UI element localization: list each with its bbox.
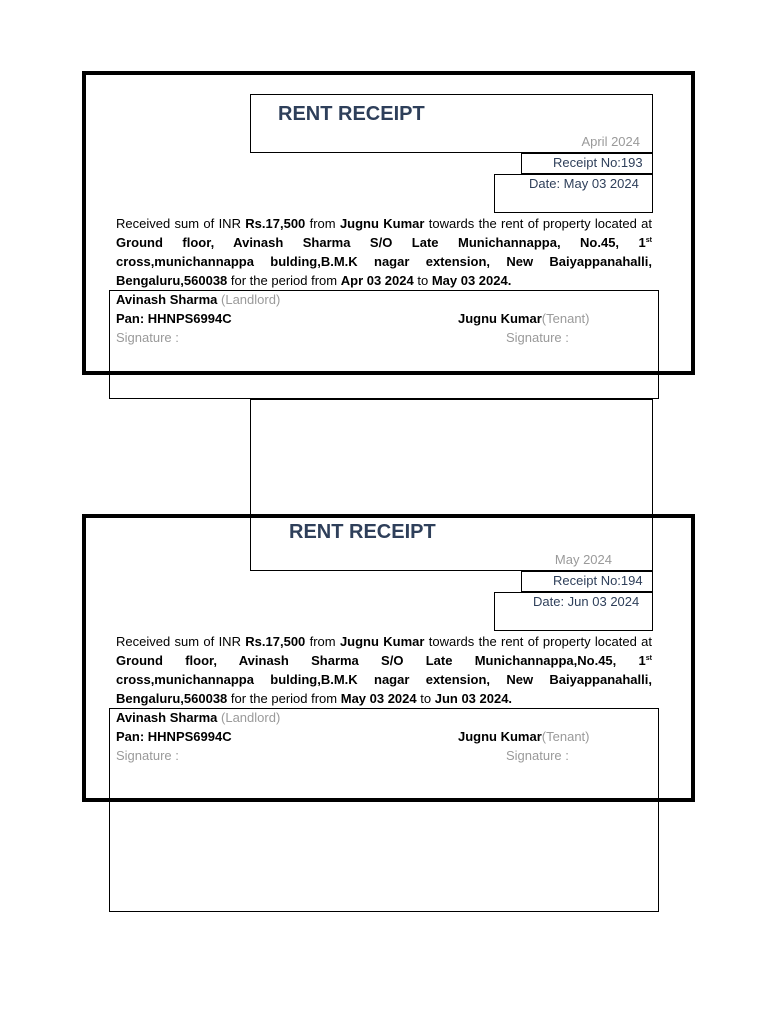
- property-address: Ground floor, Avinash Sharma S/O Late Munichannappa,No.45, 1st cross,munichannappa bulding,B.M.K nagar extension, New Baiyappanahalli, Bengaluru,560038: [116, 653, 652, 706]
- tenant-name: Jugnu Kumar: [339, 634, 425, 649]
- receipt-2-title: RENT RECEIPT: [289, 521, 436, 543]
- receipt-1-title: RENT RECEIPT: [278, 103, 425, 125]
- receipt-1-tenant: Jugnu Kumar(Tenant): [458, 311, 590, 326]
- receipt-1-number: Receipt No:193: [553, 155, 643, 170]
- property-address: Ground floor, Avinash Sharma S/O Late Munichannappa, No.45, 1st cross,munichannappa bulding,B.M.K nagar extension, New Baiyappanahalli, Bengaluru,560038: [116, 235, 652, 288]
- receipt-2-tenant: Jugnu Kumar(Tenant): [458, 729, 590, 744]
- receipt-2-date: Date: Jun 03 2024: [533, 594, 640, 609]
- receipt-2-month: May 2024: [554, 552, 612, 567]
- period-to: May 03 2024.: [431, 273, 512, 288]
- receipt-2-frame-bottom: [82, 798, 695, 802]
- receipt-2-tenant-signature: Signature :: [506, 748, 569, 763]
- amount: Rs.17,500: [245, 216, 306, 231]
- receipt-1-landlord-signature: Signature :: [116, 330, 179, 345]
- separator-box: [250, 399, 653, 517]
- receipt-1-month: April 2024: [581, 134, 640, 149]
- tenant-name: Jugnu Kumar: [339, 216, 425, 231]
- receipt-2-pan: Pan: HHNPS6994C: [116, 729, 232, 744]
- receipt-1-pan: Pan: HHNPS6994C: [116, 311, 232, 326]
- receipt-2-number: Receipt No:194: [553, 573, 643, 588]
- receipt-1-tenant-signature: Signature :: [506, 330, 569, 345]
- receipt-2-landlord-signature: Signature :: [116, 748, 179, 763]
- receipt-2-body: Received sum of INR Rs.17,500 from Jugnu Kumar towards the rent of property located at Ground floor, Avinash Sharma S/O Late Munichannappa,No.45, 1st cross,munichannappa bulding,B.M.K nagar extension, New Baiyappanahalli, Bengaluru,560038 for the period from May 03 2024 to Jun 03 2024.: [116, 634, 652, 706]
- amount: Rs.17,500: [245, 634, 306, 649]
- receipt-2-landlord: Avinash Sharma (Landlord): [116, 710, 281, 725]
- period-to: Jun 03 2024.: [434, 691, 513, 706]
- receipt-1-landlord: Avinash Sharma (Landlord): [116, 292, 281, 307]
- receipt-1-date: Date: May 03 2024: [529, 176, 639, 191]
- period-from: Apr 03 2024: [340, 273, 414, 288]
- receipt-1-body: Received sum of INR Rs.17,500 from Jugnu Kumar towards the rent of property located at Ground floor, Avinash Sharma S/O Late Munichannappa, No.45, 1st cross,munichannappa bulding,B.M.K nagar extension, New Baiyappanahalli, Bengaluru,560038 for the period from Apr 03 2024 to May 03 2024.: [116, 216, 652, 288]
- period-from: May 03 2024: [340, 691, 417, 706]
